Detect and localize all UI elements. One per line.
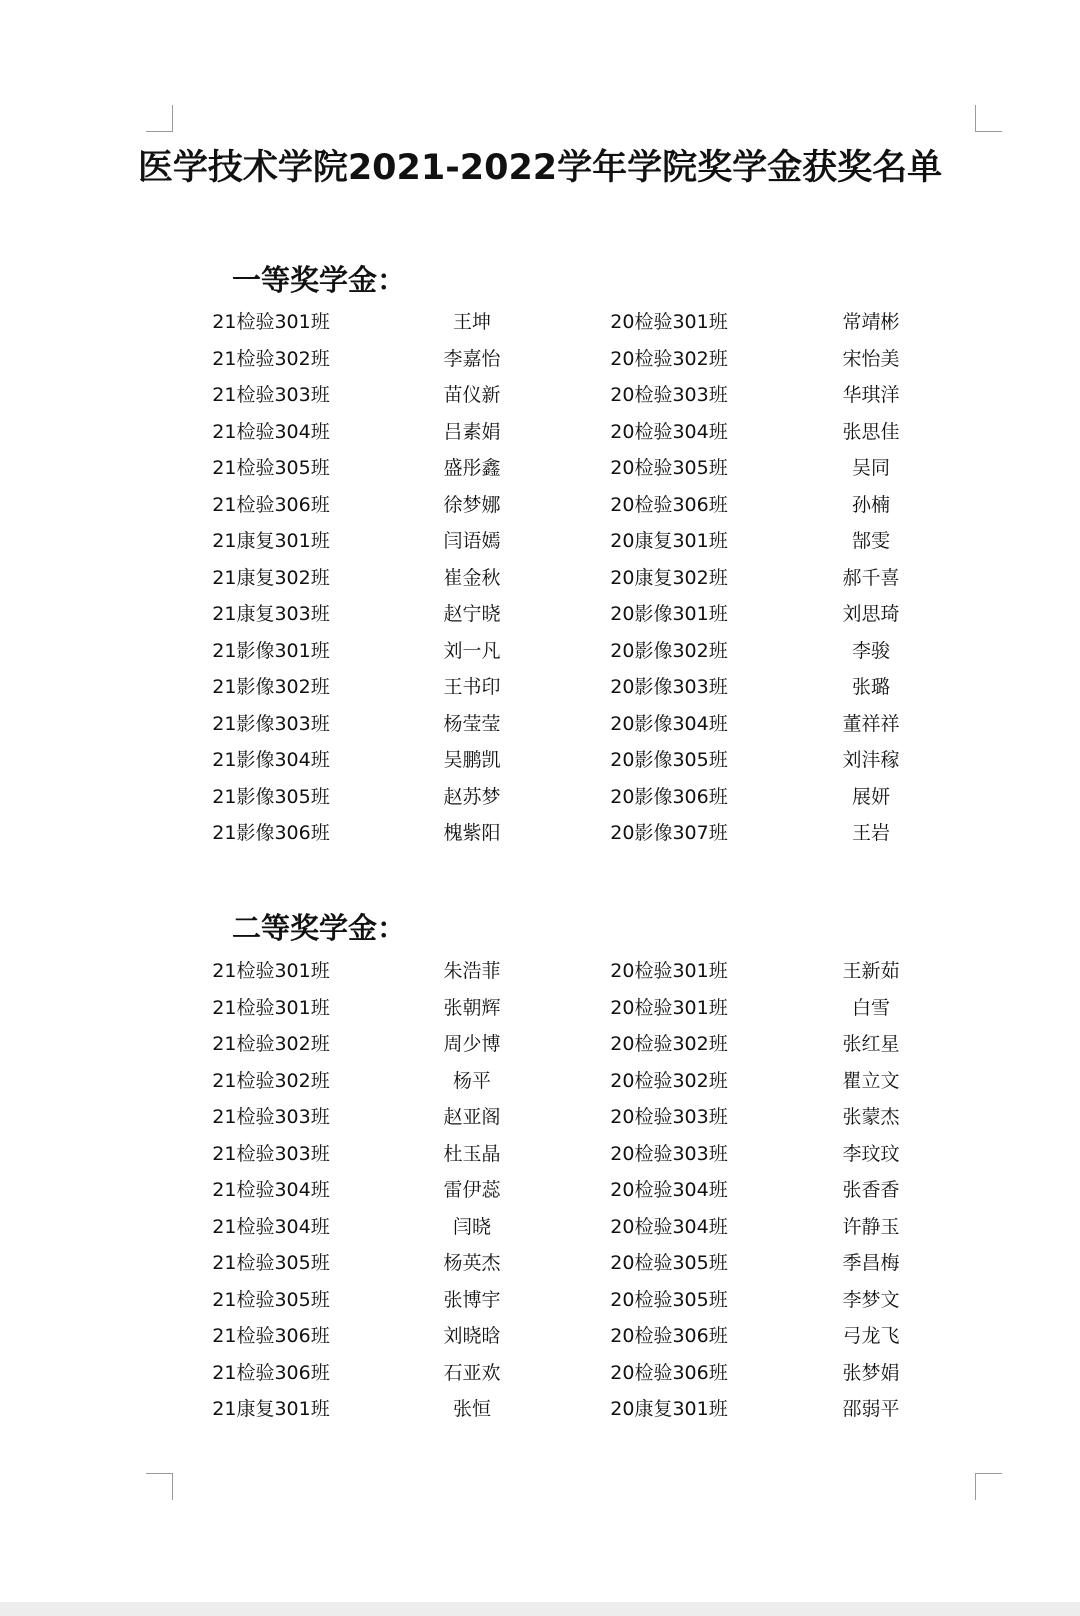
cell-class-left: 21康复302班: [212, 566, 330, 589]
table-row: [0, 1391, 1080, 1428]
cell-name-right: 李梦文: [842, 1288, 900, 1311]
cell-name-right: 弓龙飞: [842, 1325, 900, 1347]
cell-name-left: 崔金秋: [443, 566, 501, 589]
second-prize-list: [0, 953, 1080, 1428]
cell-name-right: 瞿立文: [842, 1069, 900, 1092]
cell-name-left: 槐紫阳: [443, 822, 501, 844]
table-row: [0, 1245, 1080, 1282]
cell-name-left: 张朝辉: [443, 996, 501, 1019]
cell-class-right: 20检验306班: [610, 1325, 728, 1347]
cell-class-left: 21检验303班: [212, 1142, 330, 1165]
cell-class-left: 21检验303班: [212, 1106, 330, 1128]
section-heading-second-prize: 二等奖学金：: [232, 911, 407, 945]
table-row: [0, 815, 1080, 852]
cell-name-right: 董祥祥: [842, 712, 900, 735]
cell-class-left: 21检验301班: [212, 311, 330, 333]
cell-class-right: 20检验305班: [610, 1288, 728, 1311]
cell-name-right: 宋怡美: [842, 347, 900, 370]
table-row: [0, 1172, 1080, 1209]
cell-name-right: 白雪: [851, 996, 890, 1019]
cell-name-right: 刘沣稼: [842, 749, 900, 771]
cell-class-right: 20检验304班: [610, 420, 728, 443]
cell-name-left: 刘晓晗: [443, 1325, 501, 1347]
table-row: [0, 1209, 1080, 1246]
cell-class-left: 21检验303班: [212, 384, 330, 406]
crop-mark-top-left: [146, 105, 173, 132]
table-row: [0, 450, 1080, 487]
table-row: [0, 953, 1080, 990]
cell-name-left: 徐梦娜: [443, 493, 501, 516]
table-row: [0, 523, 1080, 560]
cell-name-left: 吴鹏凯: [443, 749, 501, 771]
cell-class-right: 20检验303班: [610, 384, 728, 406]
cell-name-right: 郜雯: [851, 530, 890, 552]
cell-name-left: 赵宁晓: [443, 603, 501, 625]
cell-class-left: 21检验304班: [212, 1215, 330, 1238]
cell-class-right: 20检验303班: [610, 1106, 728, 1128]
cell-name-right: 常靖彬: [842, 311, 900, 333]
cell-name-left: 赵亚阁: [443, 1106, 501, 1128]
table-row: [0, 669, 1080, 706]
table-row: [0, 1355, 1080, 1392]
cell-class-left: 21康复301班: [212, 530, 330, 552]
cell-name-left: 杜玉晶: [443, 1142, 501, 1165]
cell-name-right: 王岩: [851, 822, 890, 844]
table-row: [0, 414, 1080, 451]
cell-name-right: 刘思琦: [842, 603, 900, 625]
cell-class-right: 20检验304班: [610, 1179, 728, 1201]
cell-name-left: 朱浩菲: [443, 960, 501, 982]
cell-class-right: 20康复301班: [610, 1398, 728, 1420]
table-row: [0, 304, 1080, 341]
table-row: [0, 1318, 1080, 1355]
table-row: [0, 1063, 1080, 1100]
table-row: [0, 341, 1080, 378]
cell-class-left: 21影像306班: [212, 822, 330, 844]
table-row: [0, 377, 1080, 414]
table-row: [0, 742, 1080, 779]
cell-class-right: 20康复302班: [610, 566, 728, 589]
cell-name-left: 闫晓: [452, 1215, 491, 1238]
cell-class-left: 21影像305班: [212, 785, 330, 808]
cell-name-right: 李骏: [851, 639, 890, 662]
cell-class-left: 21检验305班: [212, 457, 330, 479]
cell-class-left: 21检验302班: [212, 347, 330, 370]
cell-class-right: 20检验301班: [610, 311, 728, 333]
cell-name-left: 周少博: [443, 1033, 501, 1055]
cell-name-right: 李玟玟: [842, 1142, 900, 1165]
cell-name-right: 张思佳: [842, 420, 900, 443]
cell-name-left: 王坤: [452, 311, 491, 333]
cell-class-right: 20检验301班: [610, 960, 728, 982]
cell-class-left: 21影像303班: [212, 712, 330, 735]
cell-name-right: 展妍: [851, 785, 890, 808]
cell-class-right: 20影像305班: [610, 749, 728, 771]
cell-class-right: 20影像306班: [610, 785, 728, 808]
cell-class-right: 20检验302班: [610, 1033, 728, 1055]
cell-name-right: 邵弱平: [842, 1398, 900, 1420]
table-row: [0, 1099, 1080, 1136]
cell-name-left: 刘一凡: [443, 639, 501, 662]
cell-name-left: 杨平: [452, 1069, 491, 1092]
cell-name-left: 杨莹莹: [443, 712, 501, 735]
cell-class-left: 21影像302班: [212, 676, 330, 698]
cell-name-left: 李嘉怡: [443, 347, 501, 370]
cell-class-left: 21检验301班: [212, 996, 330, 1019]
cell-name-right: 许静玉: [842, 1215, 900, 1238]
cell-name-right: 张香香: [842, 1179, 900, 1201]
cell-name-left: 杨英杰: [443, 1252, 501, 1274]
cell-name-left: 雷伊蕊: [443, 1179, 501, 1201]
cell-name-left: 石亚欢: [443, 1361, 501, 1384]
cell-name-right: 张梦娟: [842, 1361, 900, 1384]
table-row: [0, 1026, 1080, 1063]
document-title: 医学技术学院2021-2022学年学院奖学金获奖名单: [137, 148, 943, 188]
first-prize-list: [0, 304, 1080, 852]
cell-class-right: 20检验301班: [610, 996, 728, 1019]
cell-class-left: 21检验304班: [212, 1179, 330, 1201]
cell-class-left: 21检验302班: [212, 1069, 330, 1092]
cell-class-right: 20检验305班: [610, 457, 728, 479]
cell-class-left: 21康复301班: [212, 1398, 330, 1420]
cell-class-right: 20检验306班: [610, 1361, 728, 1384]
cell-class-left: 21检验306班: [212, 1361, 330, 1384]
cell-name-right: 孙楠: [851, 493, 890, 516]
cell-class-right: 20影像302班: [610, 639, 728, 662]
crop-mark-bottom-left: [146, 1473, 173, 1500]
cell-name-left: 闫语嫣: [443, 530, 501, 552]
cell-name-right: 季昌梅: [842, 1252, 900, 1274]
cell-class-right: 20影像301班: [610, 603, 728, 625]
cell-class-right: 20检验304班: [610, 1215, 728, 1238]
cell-name-right: 张红星: [842, 1033, 900, 1055]
cell-name-left: 张博宇: [443, 1288, 501, 1311]
cell-class-right: 20检验302班: [610, 1069, 728, 1092]
cell-class-left: 21检验301班: [212, 960, 330, 982]
table-row: [0, 779, 1080, 816]
table-row: [0, 560, 1080, 597]
cell-name-left: 吕素娟: [443, 420, 501, 443]
cell-class-right: 20检验306班: [610, 493, 728, 516]
table-row: [0, 633, 1080, 670]
cell-name-left: 苗仪新: [443, 384, 501, 406]
cell-name-right: 吴同: [851, 457, 890, 479]
table-row: [0, 1282, 1080, 1319]
table-row: [0, 487, 1080, 524]
crop-mark-top-right: [975, 105, 1002, 132]
cell-class-right: 20影像304班: [610, 712, 728, 735]
table-row: [0, 1136, 1080, 1173]
table-row: [0, 706, 1080, 743]
cell-class-right: 20检验303班: [610, 1142, 728, 1165]
cell-class-right: 20检验305班: [610, 1252, 728, 1274]
page-bottom-strip: [0, 1602, 1080, 1616]
cell-name-left: 王书印: [443, 676, 501, 698]
table-row: [0, 596, 1080, 633]
cell-name-right: 张璐: [851, 676, 890, 698]
cell-name-right: 王新茹: [842, 960, 900, 982]
table-row: [0, 990, 1080, 1027]
cell-name-right: 郝千喜: [842, 566, 900, 589]
cell-name-left: 盛彤鑫: [443, 457, 501, 479]
cell-class-left: 21检验306班: [212, 1325, 330, 1347]
cell-class-left: 21检验305班: [212, 1288, 330, 1311]
cell-class-left: 21检验304班: [212, 420, 330, 443]
cell-class-left: 21康复303班: [212, 603, 330, 625]
cell-class-left: 21检验306班: [212, 493, 330, 516]
cell-name-left: 赵苏梦: [443, 785, 501, 808]
cell-class-left: 21检验305班: [212, 1252, 330, 1274]
section-heading-first-prize: 一等奖学金：: [232, 263, 407, 297]
cell-class-right: 20影像307班: [610, 822, 728, 844]
cell-class-right: 20检验302班: [610, 347, 728, 370]
cell-class-right: 20康复301班: [610, 530, 728, 552]
cell-class-left: 21影像301班: [212, 639, 330, 662]
cell-name-right: 张蒙杰: [842, 1106, 900, 1128]
cell-class-right: 20影像303班: [610, 676, 728, 698]
cell-class-left: 21检验302班: [212, 1033, 330, 1055]
cell-name-right: 华琪洋: [842, 384, 900, 406]
cell-class-left: 21影像304班: [212, 749, 330, 771]
cell-name-left: 张恒: [452, 1398, 491, 1420]
crop-mark-bottom-right: [975, 1473, 1002, 1500]
